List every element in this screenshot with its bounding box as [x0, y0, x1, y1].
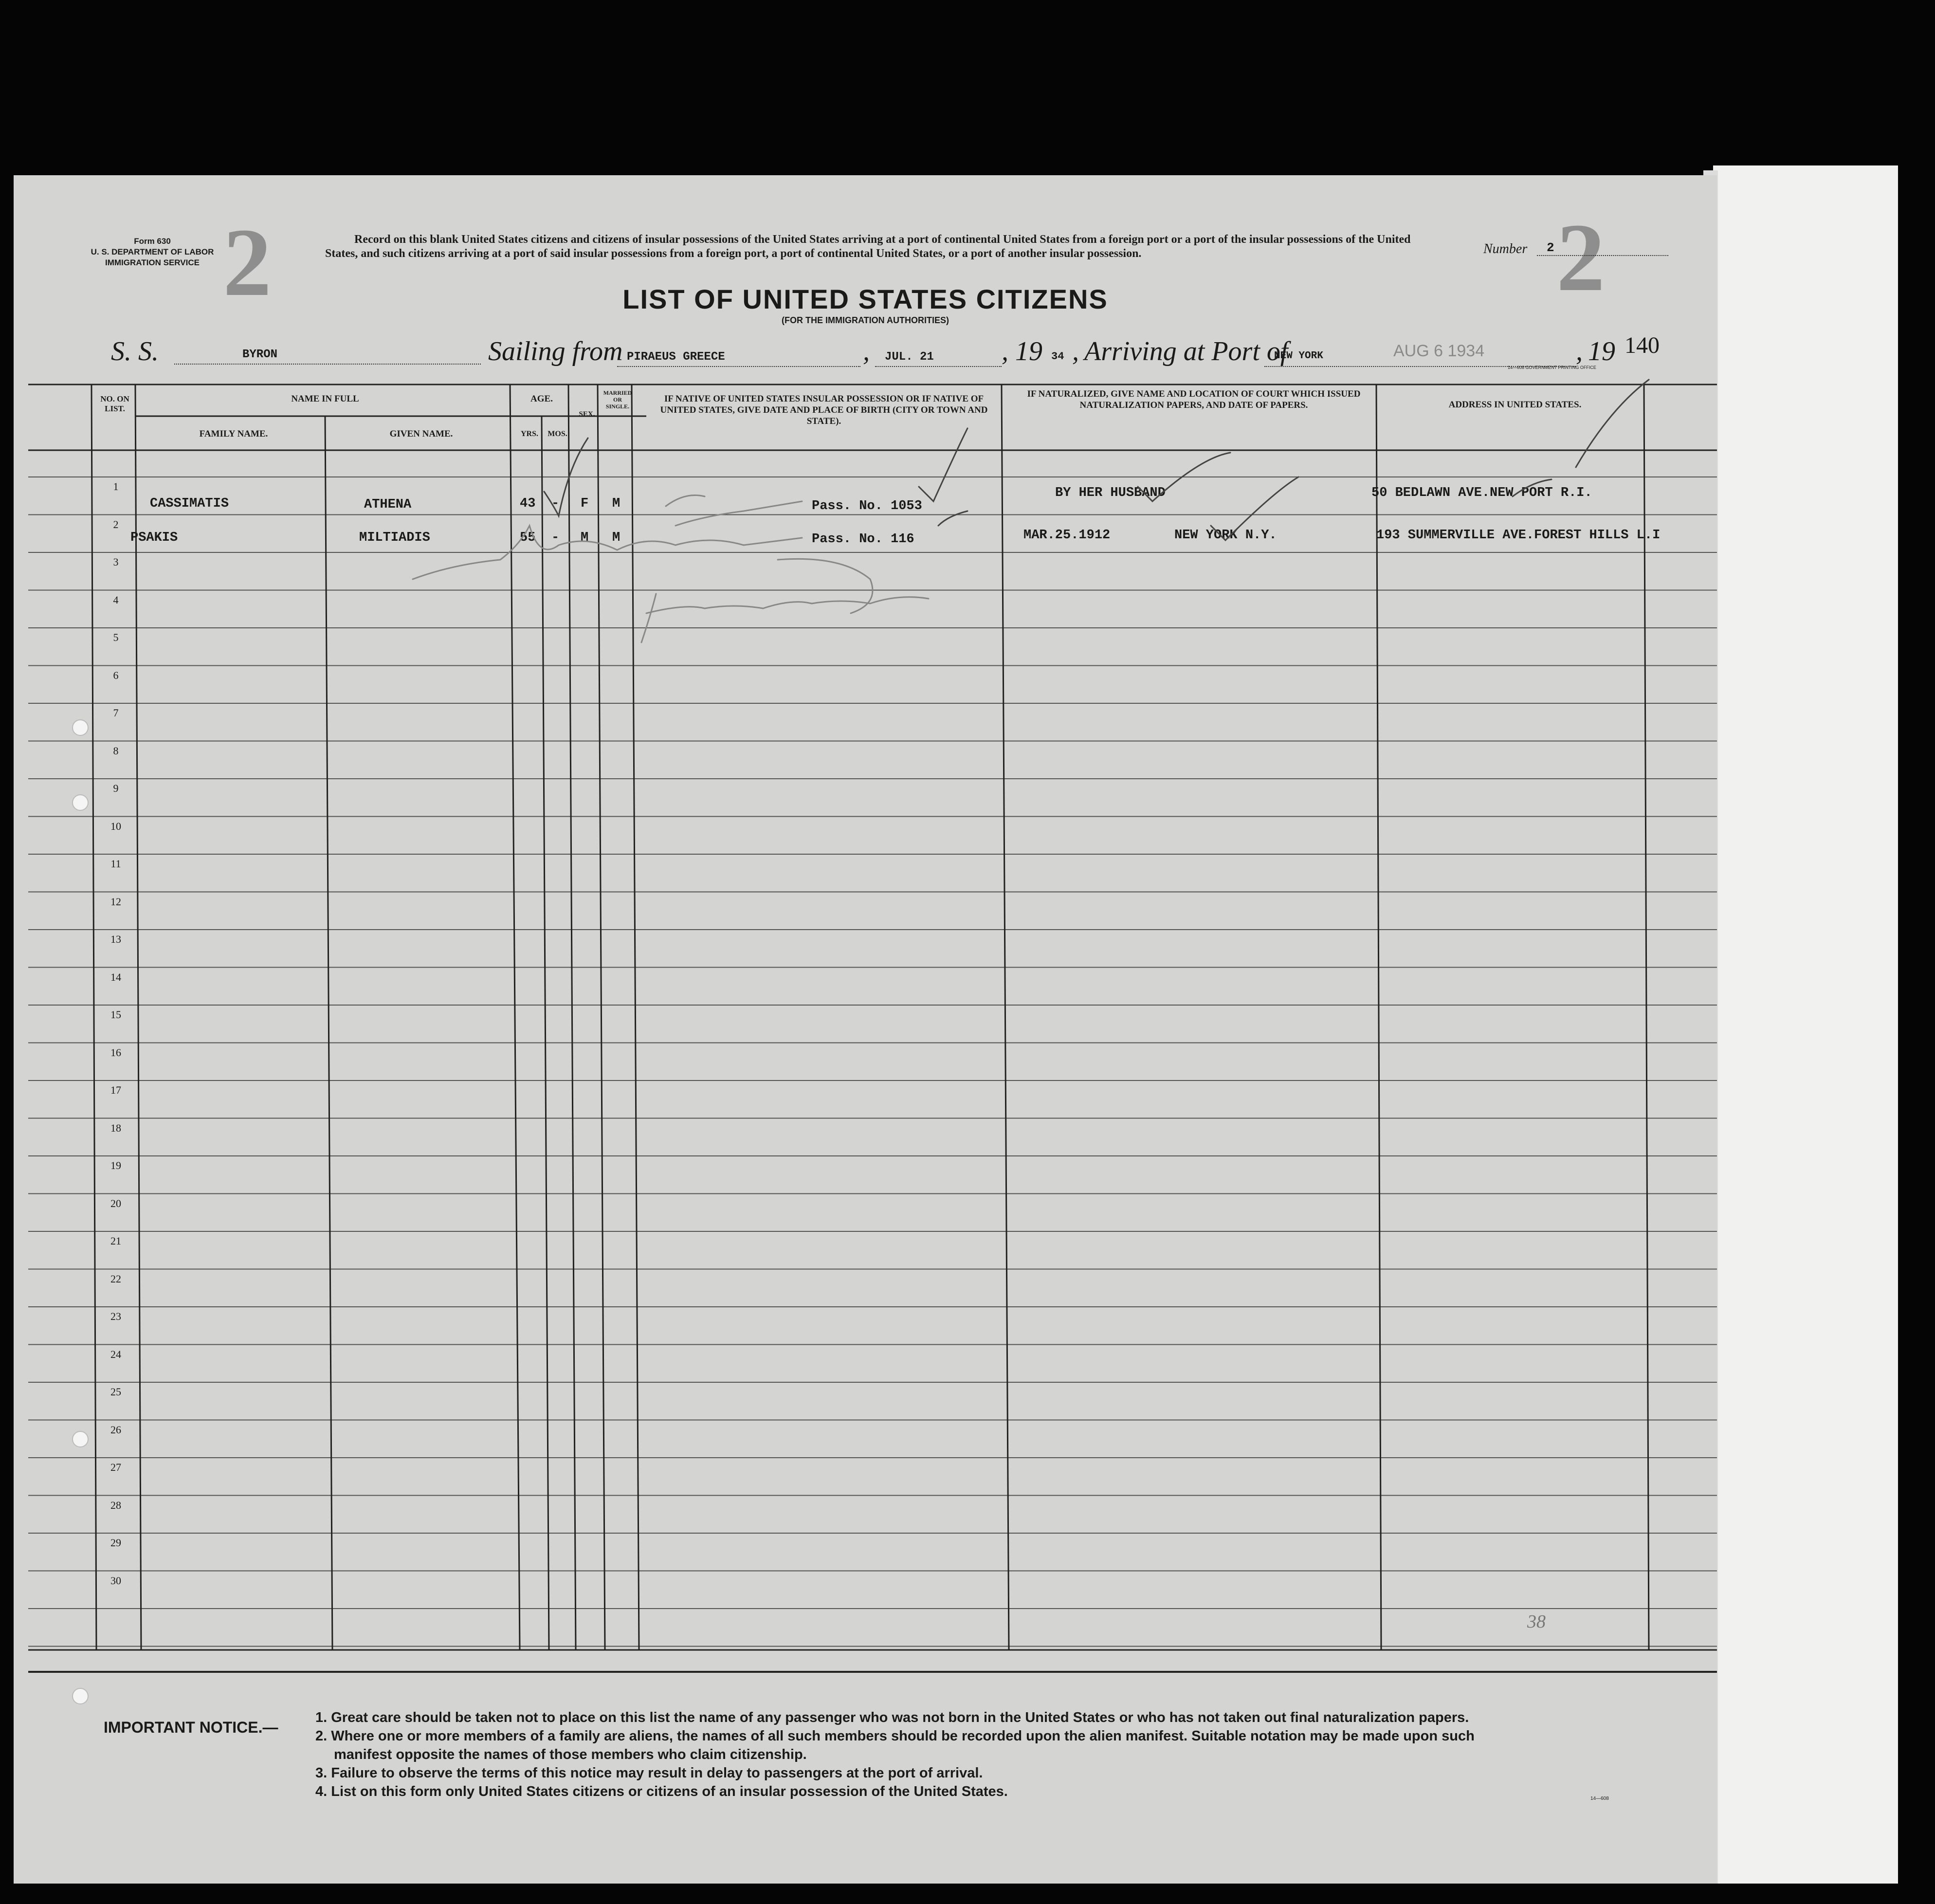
number-value: 2	[1537, 240, 1668, 256]
row-number: 2	[113, 518, 119, 531]
us-address: 50 BEDLAWN AVE.NEW PORT R.I.	[1371, 486, 1592, 500]
row-number: 12	[110, 895, 121, 908]
naturalization-info: BY HER HUSBAND	[1055, 486, 1166, 500]
row-number: 28	[110, 1499, 121, 1511]
punch-hole	[72, 719, 89, 736]
header-naturalized: IF NATURALIZED, GIVE NAME AND LOCATION OF COURT WHICH ISSUED NATURALIZATION PAPERS, AND DATE OF PAPERS.	[1027, 389, 1361, 410]
given-name: ATHENA	[364, 497, 412, 512]
arriving-label: Arriving at Port of	[1084, 336, 1288, 366]
header-yrs: YRS.	[520, 430, 538, 438]
year-prefix: 19	[1015, 336, 1042, 366]
gpo-mark: 14—608 GOVERNMENT PRINTING OFFICE	[1508, 365, 1596, 370]
family-name: CASSIMATIS	[150, 496, 229, 511]
row-number: 9	[113, 782, 119, 794]
row-number: 10	[110, 820, 121, 832]
marital-status: M	[612, 531, 621, 545]
row-number: 4	[113, 593, 119, 606]
header-sex: SEX.	[579, 410, 595, 418]
footer-code: 14—608	[1590, 1796, 1609, 1801]
row-number: 3	[113, 556, 119, 568]
notice-item: 4. List on this form only United States citizens or citizens of an insular possession of the United States.	[315, 1784, 1008, 1799]
marital-status: M	[612, 496, 621, 511]
row-number: 14	[110, 970, 121, 983]
sailing-year: 34	[1051, 350, 1064, 363]
row-number: 24	[110, 1348, 121, 1360]
comma-4: ,	[1576, 336, 1583, 366]
row-number: 1	[113, 480, 119, 493]
form-number: Form 630	[134, 237, 171, 246]
header-given-name: GIVEN NAME.	[389, 429, 453, 439]
year-prefix-2: 19	[1588, 336, 1615, 366]
date-stamp: AUG 6 1934	[1393, 342, 1485, 360]
age-months: -	[551, 496, 560, 511]
punch-hole	[72, 1431, 89, 1447]
row-number: 20	[110, 1197, 121, 1209]
comma-1: ,	[863, 336, 870, 366]
row-number: 25	[110, 1386, 121, 1398]
notice-item: 2. Where one or more members of a family are aliens, the names of all such members should be recorded upon the alien manifest. Suitable notation may be made upon such	[315, 1728, 1475, 1744]
age-years: 55	[520, 531, 536, 545]
header-married-single: MARRIED OR SINGLE.	[603, 389, 632, 410]
row-number: 19	[110, 1159, 121, 1172]
row-number: 7	[113, 707, 119, 719]
header-age: AGE.	[530, 394, 553, 404]
row-number: 22	[110, 1272, 121, 1285]
ship-name: BYRON	[174, 348, 481, 365]
row-number: 17	[110, 1084, 121, 1096]
row-number: 11	[110, 858, 121, 870]
row-number: 30	[110, 1574, 121, 1587]
punch-hole	[72, 794, 89, 811]
row-number: 23	[110, 1310, 121, 1322]
back-page	[1713, 165, 1898, 1884]
department-name: U. S. DEPARTMENT OF LABOR	[91, 247, 214, 256]
passport-number: Pass. No. 1053	[812, 499, 922, 513]
row-number: 13	[110, 933, 121, 945]
notice-item: manifest opposite the names of those members who claim citizenship.	[334, 1747, 807, 1762]
manifest-page	[14, 175, 1717, 1884]
sex: M	[581, 531, 589, 545]
page-title: LIST OF UNITED STATES CITIZENS	[622, 284, 1108, 314]
notice-list	[315, 1708, 1693, 1801]
row-number: 27	[110, 1461, 121, 1473]
service-name: IMMIGRATION SERVICE	[105, 258, 200, 267]
row-number: 21	[110, 1235, 121, 1247]
passport-number: Pass. No. 116	[812, 532, 914, 547]
arrival-port: NEW YORK	[1264, 350, 1576, 367]
header-family-name: FAMILY NAME.	[199, 429, 268, 439]
family-name: PSAKIS	[130, 531, 178, 545]
comma-2: ,	[1002, 336, 1008, 366]
naturalization-date: MAR.25.1912	[1023, 528, 1111, 543]
row-number: 8	[113, 744, 119, 757]
naturalization-place: NEW YORK N.Y.	[1174, 528, 1277, 543]
row-number: 29	[110, 1537, 121, 1549]
header-address: ADDRESS IN UNITED STATES.	[1448, 400, 1582, 410]
age-years: 43	[520, 496, 536, 511]
notice-title: IMPORTANT NOTICE.—	[104, 1719, 278, 1736]
header-no: NO. ON LIST.	[100, 394, 129, 413]
form-instructions: Record on this blank United States citizens and citizens of insular possessions of the United States arriving at a port of continental United States from a foreign port or a port of the insular possessions of the United States, and such citizens arriving at a port of said insular possessions from a foreign port, a port of continental United States, or a port of another insular possession.	[325, 233, 1411, 260]
row-number: 6	[113, 669, 119, 681]
handwritten-marks	[14, 175, 1717, 1884]
sailing-from-label: Sailing from	[488, 336, 623, 366]
big-number-right: 2	[1556, 204, 1605, 311]
notice-item: 3. Failure to observe the terms of this notice may result in delay to passengers at the port of arrival.	[315, 1765, 983, 1781]
sailing-from-port: PIRAEUS GREECE	[617, 350, 860, 367]
header-name-in-full: NAME IN FULL	[291, 394, 359, 404]
notice-item: 1. Great care should be taken not to place on this list the name of any passenger who was not born in the United States or who has not taken out final naturalization papers.	[315, 1710, 1469, 1725]
row-number: 18	[110, 1121, 121, 1134]
row-number: 16	[110, 1046, 121, 1059]
given-name: MILTIADIS	[359, 531, 430, 545]
pencil-number: 38	[1527, 1611, 1546, 1632]
age-months: -	[551, 531, 560, 545]
ss-label: S. S.	[111, 336, 159, 366]
row-number: 15	[110, 1008, 121, 1021]
us-address: 193 SUMMERVILLE AVE.FOREST HILLS L.I	[1376, 528, 1661, 543]
header-native: IF NATIVE OF UNITED STATES INSULAR POSSESSION OR IF NATIVE OF UNITED STATES, GIVE DATE AND PLACE OF BIRTH (CITY OR TOWN AND STATE).	[660, 394, 988, 426]
row-number: 5	[113, 631, 119, 643]
big-number-left: 2	[223, 209, 272, 316]
page-subtitle: (FOR THE IMMIGRATION AUTHORITIES)	[782, 315, 949, 325]
number-label: Number	[1483, 241, 1528, 256]
comma-3: ,	[1072, 336, 1079, 366]
row-number: 26	[110, 1423, 121, 1436]
sex: F	[581, 496, 589, 511]
header-mos: MOS.	[548, 430, 567, 438]
page-number: 140	[1625, 332, 1660, 358]
punch-hole	[72, 1688, 89, 1704]
sailing-date: JUL. 21	[875, 350, 1002, 367]
